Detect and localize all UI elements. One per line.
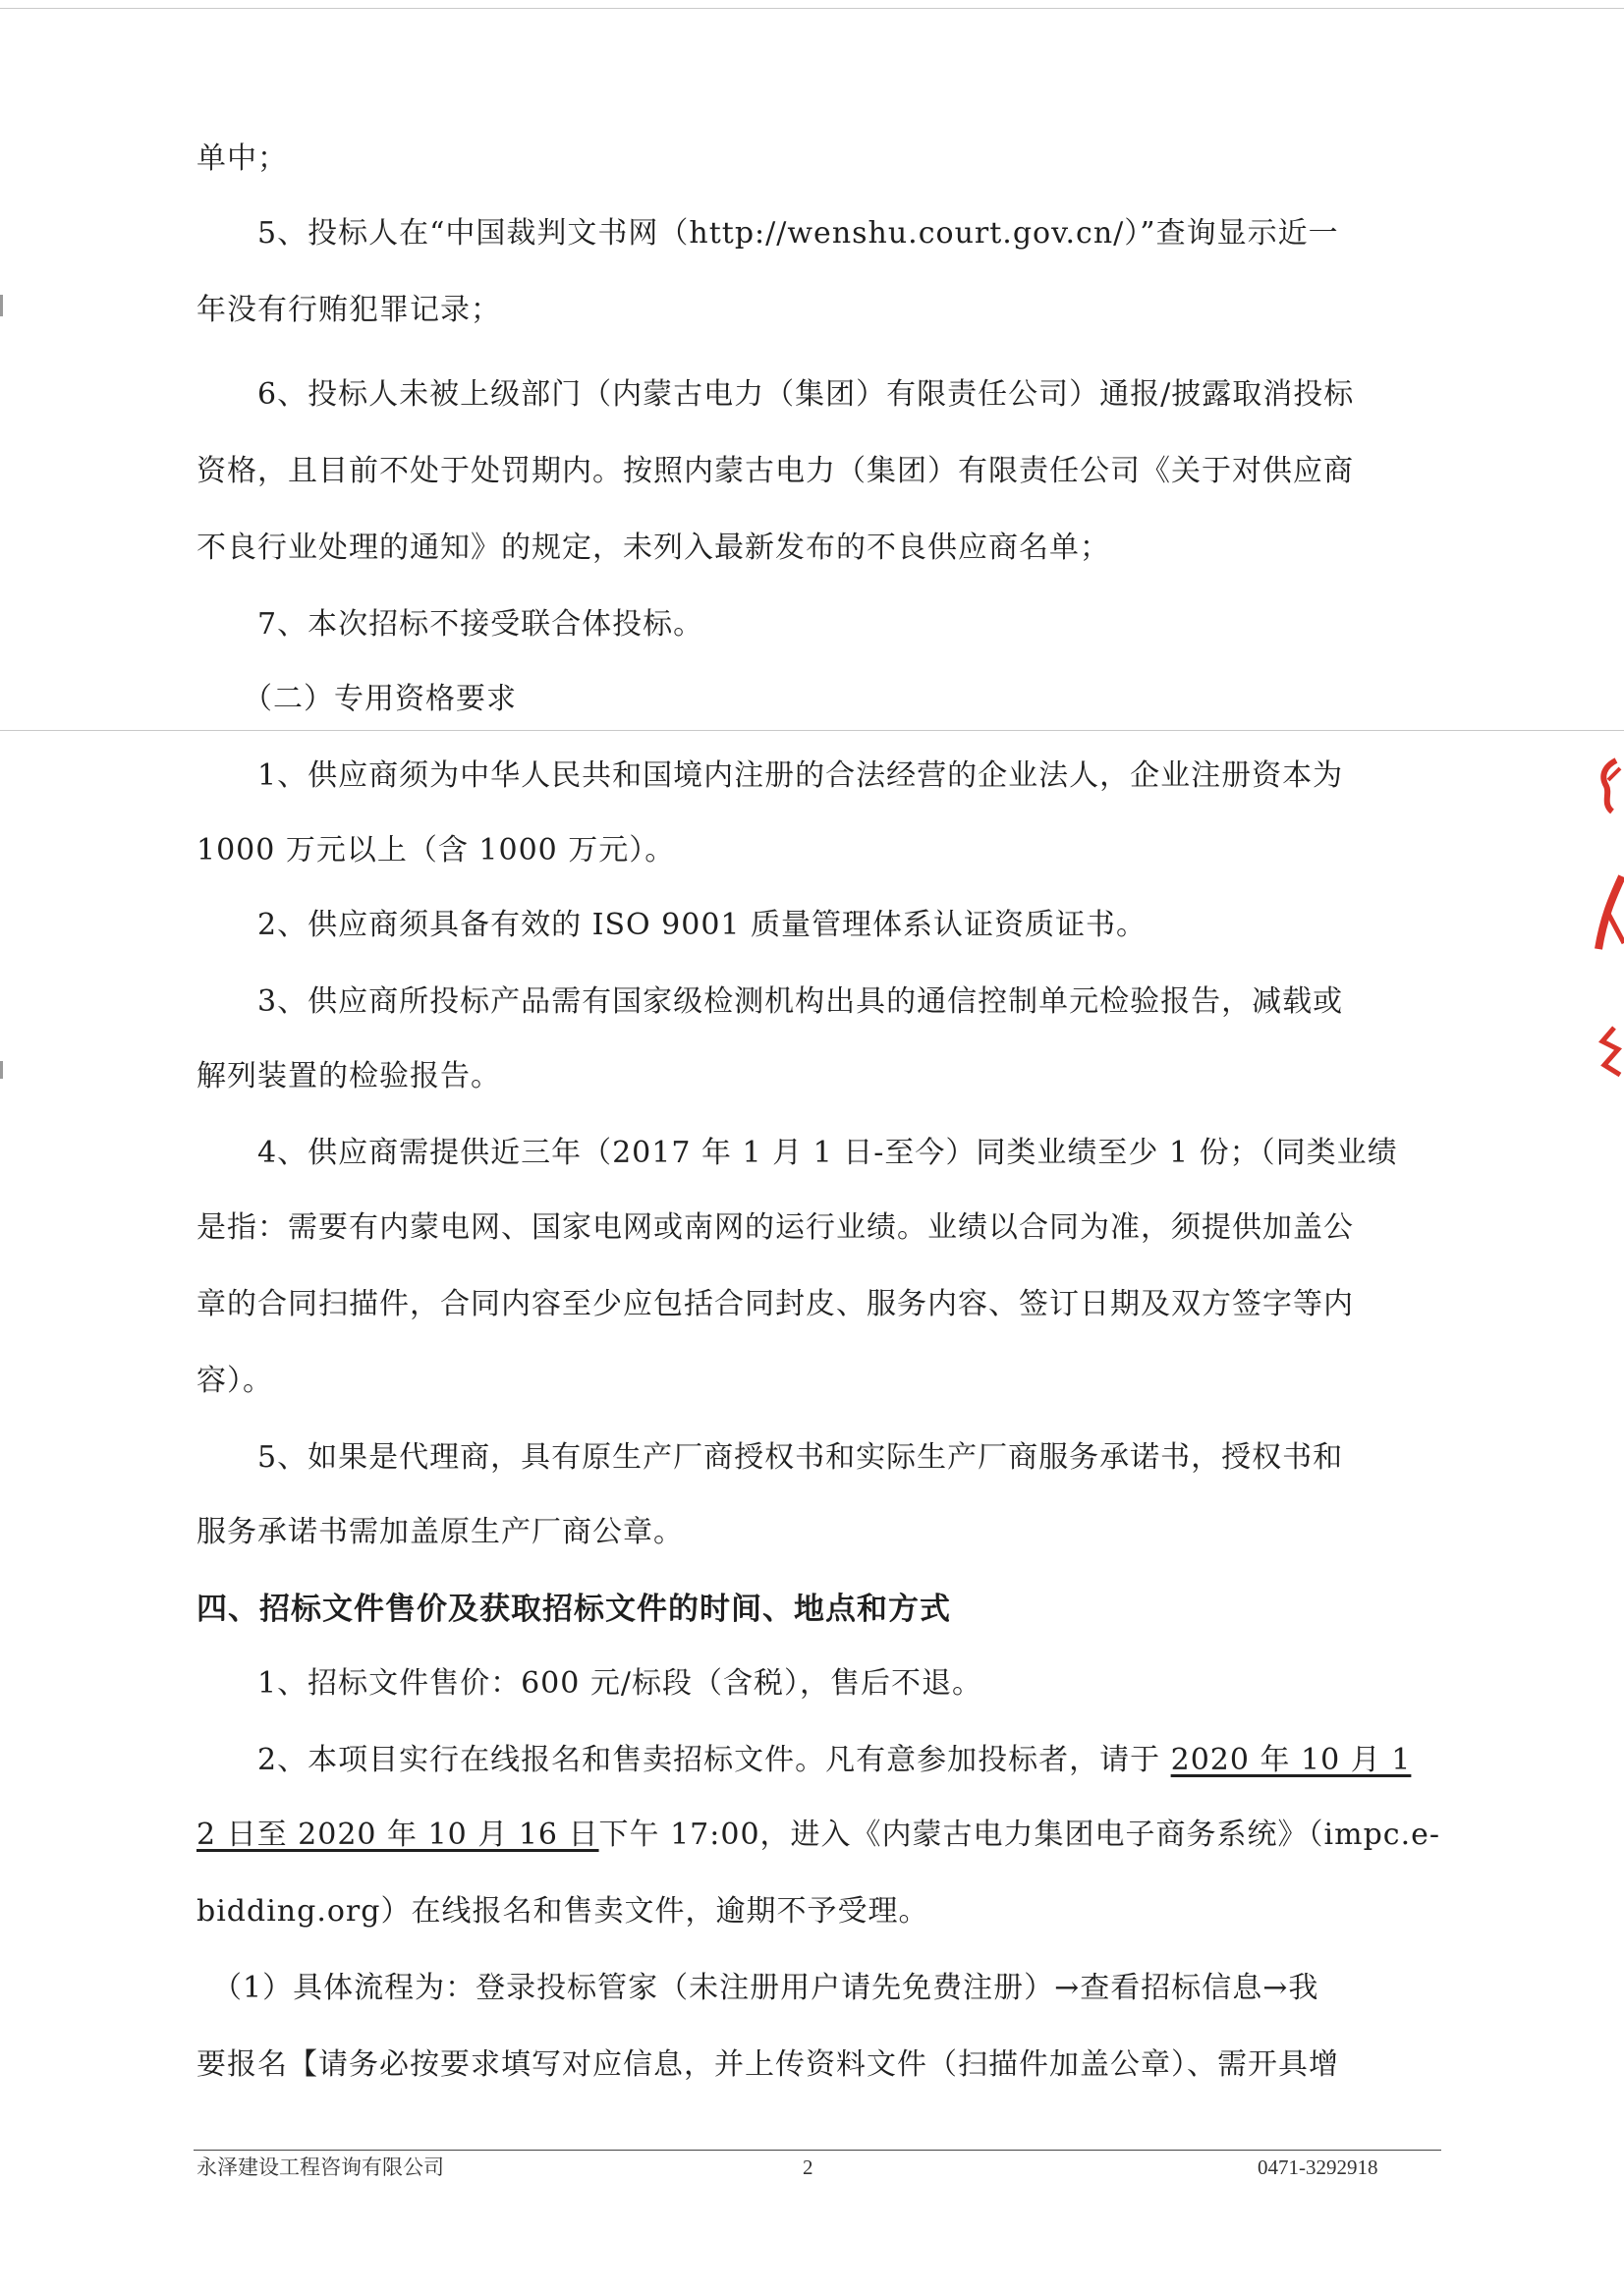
text-line: 5、如果是代理商，具有原生产厂商授权书和实际生产厂商服务承诺书，授权书和 — [196, 1440, 1344, 1475]
footer-rule — [194, 2150, 1441, 2151]
underlined-date: 2020 年 10 月 1 — [1170, 1743, 1412, 1777]
text-line: 服务承诺书需加盖原生产厂商公章。 — [196, 1515, 684, 1549]
text-line: 2、供应商须具备有效的 ISO 9001 质量管理体系认证资质证书。 — [196, 908, 1148, 942]
section-subheading: （二）专用资格要求 — [196, 682, 517, 716]
text-line: 5、投标人在“中国裁判文书网（http://wenshu.court.gov.cn/）”查询显示近一 — [196, 216, 1339, 251]
seal-fragment — [1595, 756, 1624, 815]
text-line: 是指：需要有内蒙电网、国家电网或南网的运行业绩。业绩以合同为准，须提供加盖公 — [196, 1210, 1354, 1245]
text-segment: 下午 17:00，进入《内蒙古电力集团电子商务系统》（impc.e- — [598, 1818, 1441, 1852]
underlined-date: 2 日至 2020 年 10 月 16 日 — [196, 1818, 599, 1852]
text-line: 6、投标人未被上级部门（内蒙古电力（集团）有限责任公司）通报/披露取消投标 — [196, 377, 1355, 412]
footer-page-number: 2 — [803, 2155, 813, 2179]
text-line: 解列装置的检验报告。 — [196, 1059, 501, 1093]
text-line: 章的合同扫描件，合同内容至少应包括合同封皮、服务内容、签订日期及双方签字等内 — [196, 1287, 1354, 1321]
scan-edge-mark — [0, 1061, 3, 1079]
text-line: 1、招标文件售价：600 元/标段（含税），售后不退。 — [196, 1666, 982, 1701]
text-line: 要报名【请务必按要求填写对应信息，并上传资料文件（扫描件加盖公章）、需开具增 — [196, 2047, 1339, 2082]
text-line: 1000 万元以上（含 1000 万元）。 — [196, 833, 676, 868]
text-line: bidding.org）在线报名和售卖文件，逾期不予受理。 — [196, 1894, 929, 1929]
text-line — [196, 1816, 1464, 1855]
text-line: 7、本次招标不接受联合体投标。 — [196, 607, 704, 642]
text-segment: 2、本项目实行在线报名和售卖招标文件。凡有意参加投标者，请于 — [196, 1743, 1171, 1777]
footer-phone: 0471-3292918 — [1258, 2155, 1378, 2179]
scan-fold-line — [0, 730, 1624, 731]
scan-edge-top — [0, 8, 1624, 9]
scan-edge-mark — [0, 295, 3, 316]
text-line: 年没有行贿犯罪记录； — [196, 293, 501, 327]
text-line: 3、供应商所投标产品需有国家级检测机构出具的通信控制单元检验报告，减载或 — [196, 984, 1344, 1019]
text-line: 容）。 — [196, 1364, 273, 1398]
text-line — [196, 1741, 1464, 1780]
text-line: 不良行业处理的通知》的规定，未列入最新发布的不良供应商名单； — [196, 531, 1110, 565]
footer-company: 永泽建设工程咨询有限公司 — [196, 2155, 444, 2179]
text-line: （1）具体流程为：登录投标管家（未注册用户请先免费注册）→查看招标信息→我 — [196, 1971, 1319, 2005]
text-line: 资格，且目前不处于处罚期内。按照内蒙古电力（集团）有限责任公司《关于对供应商 — [196, 454, 1354, 488]
section-heading: 四、招标文件售价及获取招标文件的时间、地点和方式 — [196, 1592, 951, 1627]
seal-fragment — [1595, 874, 1624, 953]
seal-fragment — [1595, 1022, 1624, 1081]
text-line: 4、供应商需提供近三年（2017 年 1 月 1 日-至今）同类业绩至少 1 份；（同类业绩 — [196, 1136, 1398, 1170]
text-line: 1、供应商须为中华人民共和国境内注册的合法经营的企业法人，企业注册资本为 — [196, 758, 1344, 793]
text-line: 单中； — [196, 141, 288, 176]
